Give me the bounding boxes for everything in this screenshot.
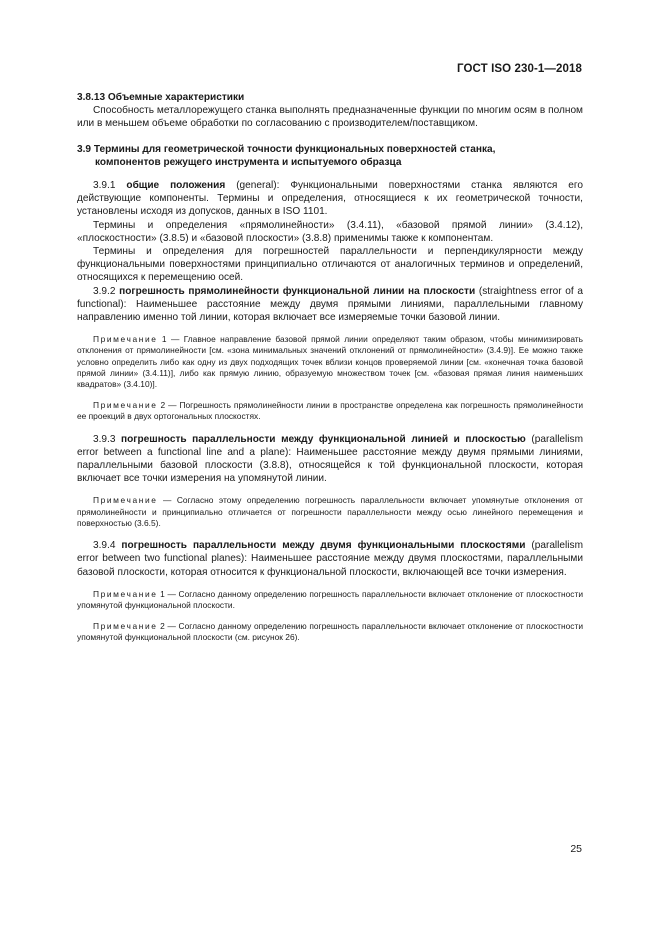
section-3-9-3-number: 3.9.3 [93, 433, 122, 445]
section-3-8-13-text: Способность металлорежущего станка выполнять предназначенные функции по многим осям в полном или в меньшем объеме обработки по согласованию с производителем/поставщиком. [77, 105, 583, 130]
document-code: ГОСТ ISO 230-1—2018 [457, 63, 582, 75]
section-3-9-2-term: погрешность прямолинейности функциональной линии на плоскости [119, 285, 476, 297]
section-3-9-4-number: 3.9.4 [93, 540, 122, 552]
page-number: 25 [570, 843, 582, 855]
section-3-9-2-note-2 [77, 400, 583, 422]
section-3-9-4-note-2 [77, 621, 583, 643]
note-label: Примечание [93, 495, 158, 506]
section-3-9-3-note [77, 495, 583, 529]
note-label: Примечание [93, 621, 158, 632]
section-3-8-13-title: 3.8.13 Объемные характеристики [77, 92, 245, 103]
section-3-9-4-text: (parallelism error between two functional planes): Наименьшее расстояние между двумя плоскостями, параллельными базовой плоскости, которая относится к функциональной плоскости, включающей все точки измерения. [77, 540, 583, 578]
section-3-9-1-paragraph-3: Термины и определения для погрешностей параллельности и перпендикулярности между функциональными поверхностями принципиально отличаются от аналогичных терминов и определений, относящихся к перемещению осей. [77, 246, 583, 284]
note-text: — Согласно этому определению погрешность параллельности включает упомянутые отклонения от прямолинейности и принципиально отличается от погрешности параллельности между осью линейного перемещения и поверхностью (3.6.5). [77, 495, 583, 528]
section-3-9-title [77, 143, 583, 169]
section-3-9-3-text: (parallelism error between a functional line and a plane): Наименьшее расстояние между двумя прямыми линиями, параллельными базовой плоскости (3.8.8), относящейся к той функциональной плоскости, которая включает все точки измерения на упомянутой линии. [77, 433, 583, 485]
section-3-9-title-line2: компонентов режущего инструмента и испытуемого образца [95, 156, 402, 168]
note-label: Примечание [93, 334, 158, 345]
section-3-9-4-note-1 [77, 589, 583, 611]
note-text: 2 — Погрешность прямолинейности линии в пространстве определена как погрешность прямолинейности ее проекций в двух ортогональных плоскостях. [77, 400, 583, 422]
note-label: Примечание [93, 588, 158, 599]
note-label: Примечание [93, 400, 158, 411]
section-3-9-4-term: погрешность параллельности между двумя функциональными плоскостями [121, 540, 526, 552]
section-3-9-2-paragraph [77, 285, 583, 325]
section-3-9-1-term: общие положения [126, 180, 226, 192]
section-3-9-1-paragraph-2: Термины и определения «прямолинейности» (3.4.11), «базовой прямой линии» (3.4.12), «плоскостности» (3.8.5) и «базовой плоскости» (3.8.8) применимы также к компонентам. [77, 219, 583, 244]
section-3-9-3-paragraph [77, 433, 583, 486]
section-3-9-title-line1: 3.9 Термины для геометрической точности функциональных поверхностей станка, [77, 143, 496, 155]
section-3-9-4-paragraph [77, 539, 583, 579]
section-3-9-1-text: (general): Функциональными поверхностями станка являются его действующие компоненты. Термины и определения, относящиеся к их геометрической точности, установлены исходя из допусков, данных в ISO 1101. [77, 180, 583, 218]
section-3-9-2-text: (straightness error of a functional): Наименьшее расстояние между двумя прямыми линиями, параллельными главному направлению именно той линии, которая включает все измеряемые точки базовой линии. [77, 285, 584, 324]
note-text: 2 — Согласно данному определению погрешность параллельности включает отклонение от плоскостности упомянутой функциональной плоскости (см. рисунок 26). [77, 621, 583, 643]
section-3-9-2-number: 3.9.2 [93, 285, 120, 297]
section-3-9-1-paragraph [77, 179, 583, 219]
page-content [77, 91, 583, 644]
note-text: 1 — Главное направление базовой прямой линии определяют таким образом, чтобы минимизировать отклонения от прямолинейности [см. «зона минимальных значений отклонений от прямолинейности» (3.4.9)]. Ее можно также условно определить либо как одну из двух подходящих точек вблизи концов проверяемой линии [см. «конечная точка базовой прямой линии» (3.4.11)], либо как прямую линию, образуемую множеством точек [см. «базовая прямая линия наименьших квадратов» (3.4.10)]. [77, 334, 583, 390]
section-3-9-3-term: погрешность параллельности между функциональной линией и плоскостью [121, 433, 526, 445]
section-3-9-2-note-1 [77, 334, 583, 390]
note-text: 1 — Согласно данному определению погрешность параллельности включает отклонение от плоскостности упомянутой функциональной плоскости. [77, 588, 583, 610]
section-3-9-1-number: 3.9.1 [93, 180, 127, 192]
